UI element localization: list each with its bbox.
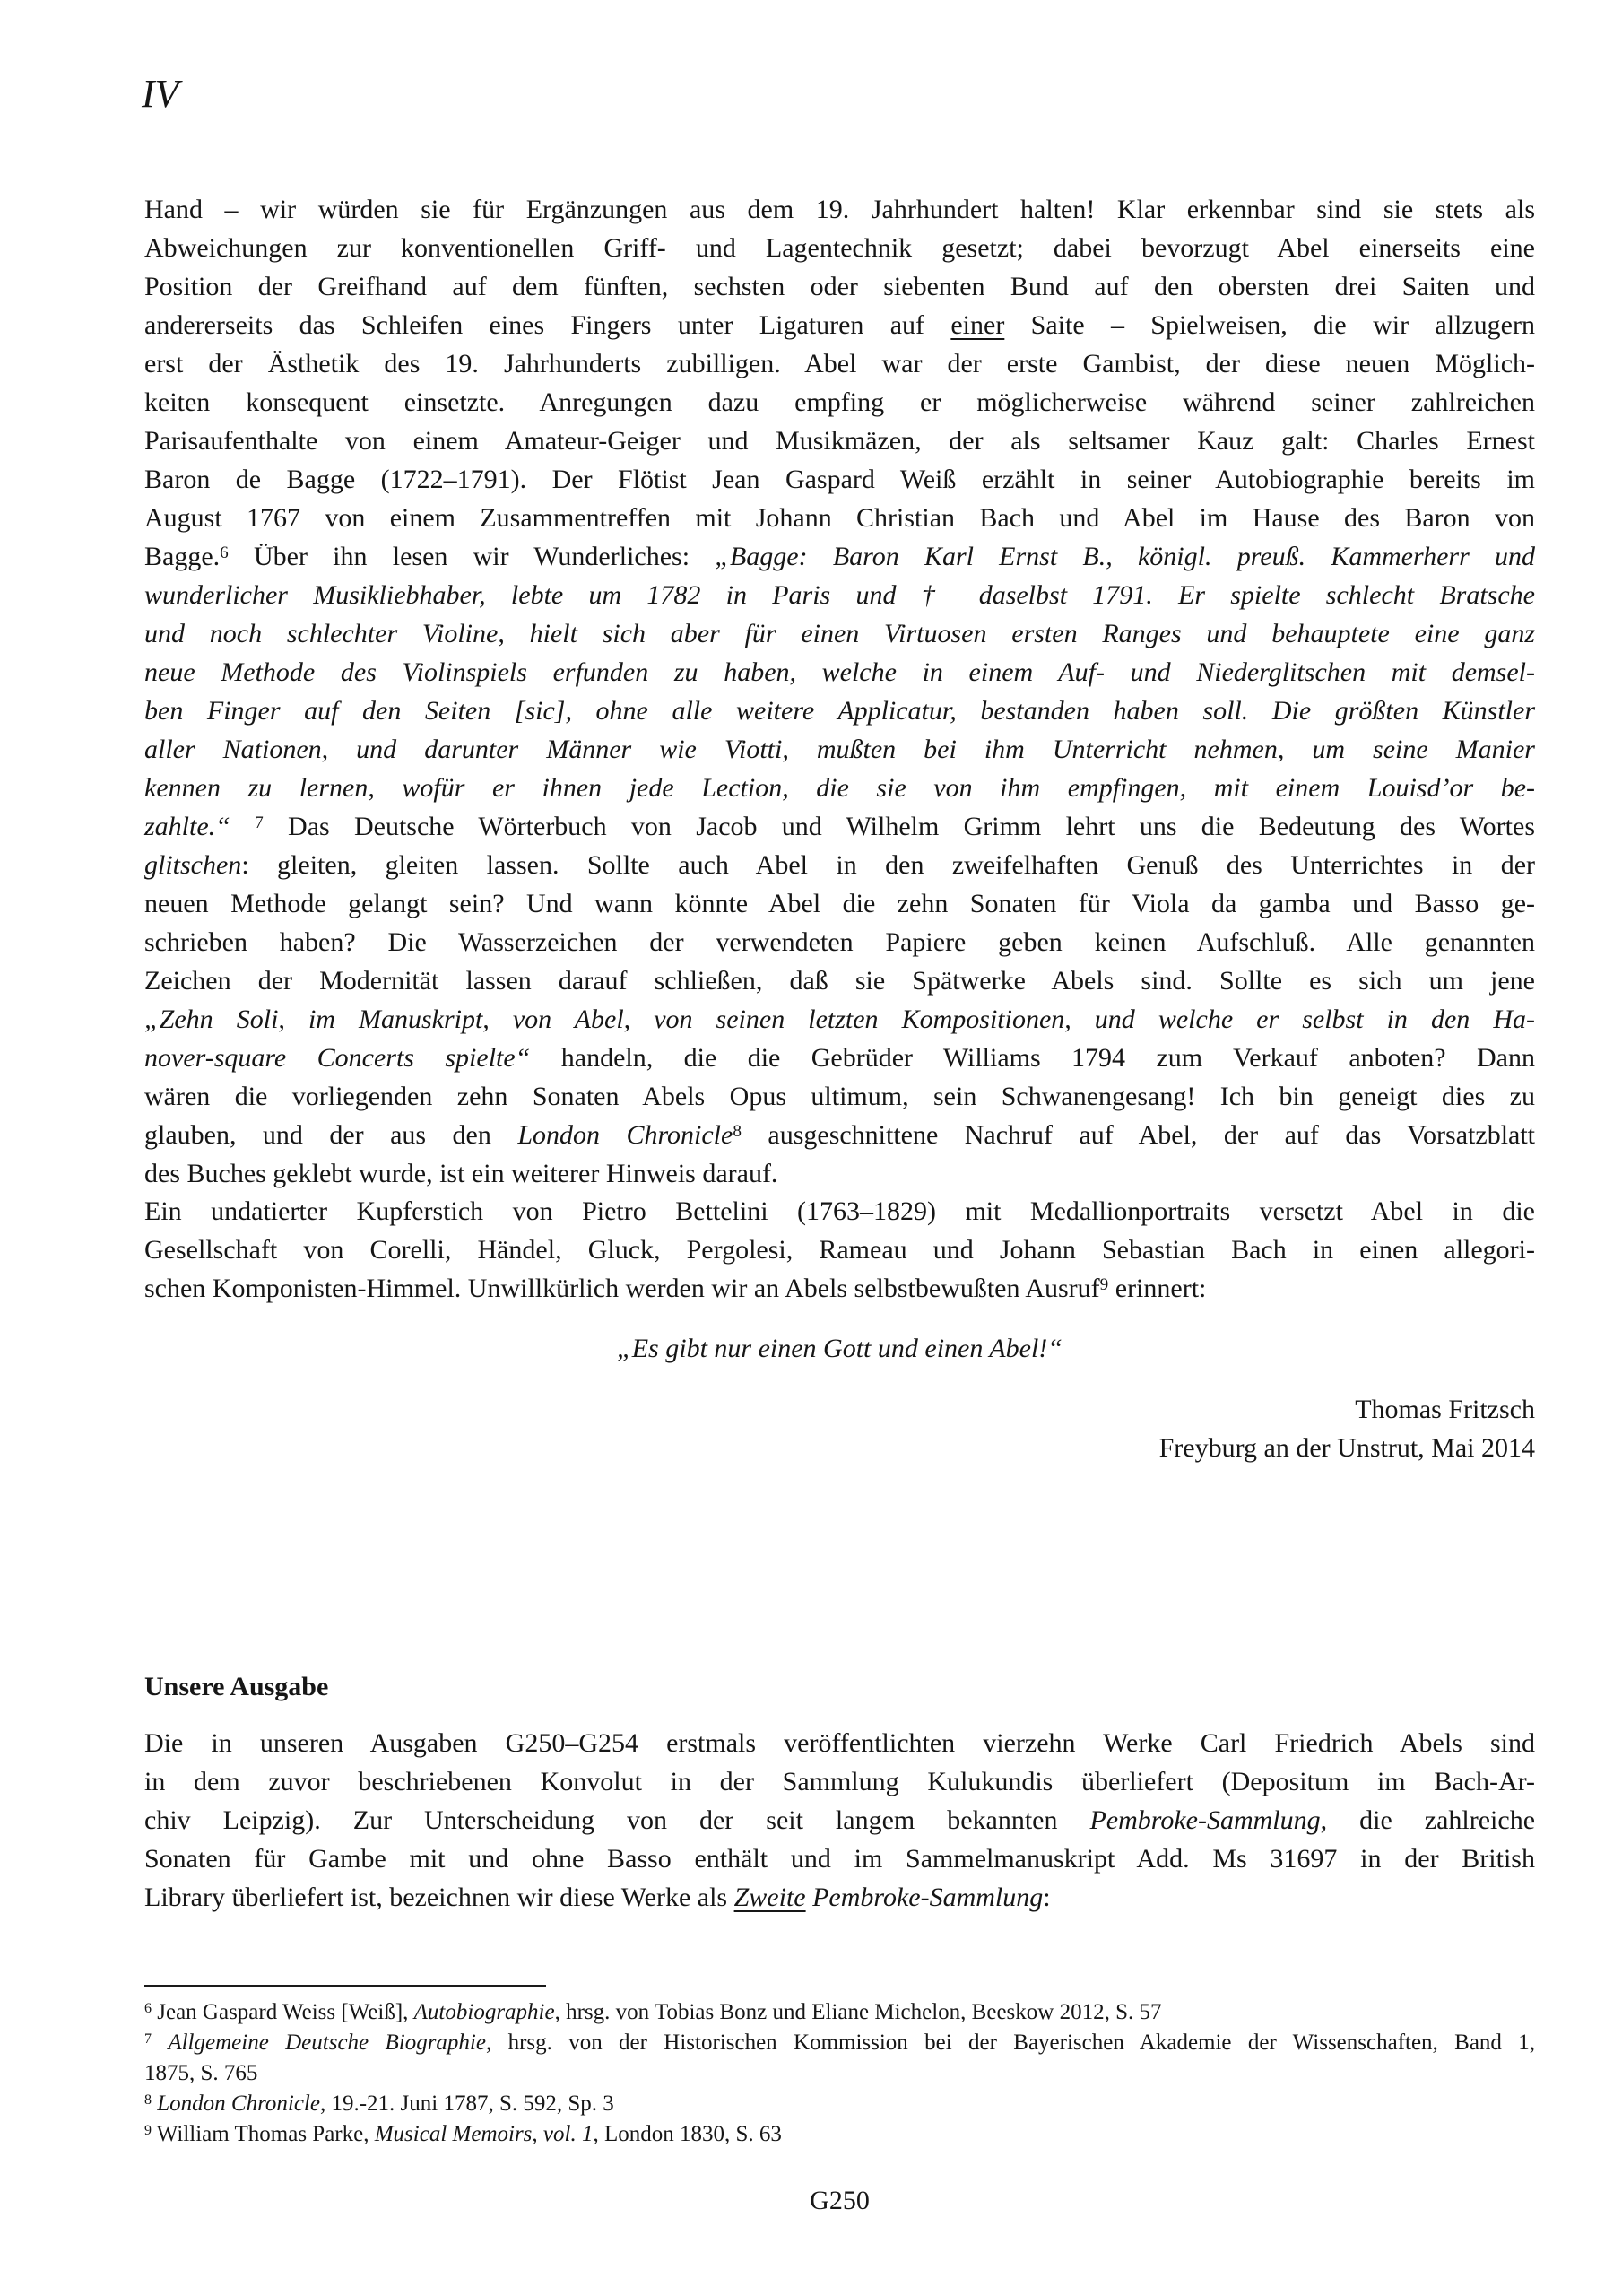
text-line (144, 2058, 1535, 2089)
text-line (144, 2089, 1535, 2119)
text-run: erst der Ästhetik des 19. Jahrhunderts zubilligen. Abel war der erste Gambist, der diese neuen Möglich- (144, 349, 1535, 378)
text-line (144, 614, 1535, 653)
text-line (144, 267, 1535, 306)
text-line (144, 1192, 1535, 1231)
text-run: 1875, S. 765 (144, 2061, 258, 2085)
text-line (144, 730, 1535, 769)
paragraph-engraving (144, 1192, 1535, 1308)
text-run: , London 1830, S. 63 (593, 2122, 782, 2146)
text-line (144, 1154, 1535, 1193)
text-run: London Chronicle (157, 2092, 320, 2116)
text-line (144, 1000, 1535, 1039)
text-run: Die in unseren Ausgaben G250–G254 erstmals veröffentlichten vierzehn Werke Carl Friedrich Abels sind (144, 1728, 1535, 1758)
text-line (144, 1839, 1535, 1878)
text-run: einer (950, 310, 1005, 340)
text-run: Allgemeine Deutsche Biographie (168, 2031, 486, 2055)
text-line (144, 769, 1535, 807)
footnote-reference: 9 (144, 2123, 152, 2139)
text-run: August 1767 von einem Zusammentreffen mit Johann Christian Bach und Abel im Hause des Baron von (144, 503, 1535, 533)
text-run: Bagge. (144, 542, 221, 571)
footnote-reference: 6 (220, 543, 229, 562)
section-heading: Unsere Ausgabe (144, 1672, 329, 1701)
text-run: aller Nationen, und darunter Männer wie Viotti, mußten bei ihm Unterricht nehmen, um seine Manier (144, 735, 1535, 764)
text-run (152, 2031, 168, 2055)
text-line (144, 1329, 1535, 1368)
text-run: schrieben haben? Die Wasserzeichen der verwendeten Papiere geben keinen Aufschluß. Alle genannten (144, 927, 1535, 957)
text-run: , 19.-21. Juni 1787, S. 592, Sp. 3 (319, 2092, 614, 2116)
text-run: „Bagge: Baron Karl Ernst B., königl. preuß. Kammerherr und (715, 542, 1536, 571)
text-run: zahlte.“ (144, 812, 230, 841)
text-run: in dem zuvor beschriebenen Konvolut in der Sammlung Kulukundis überliefert (Depositum im Bach-Ar- (144, 1767, 1535, 1796)
text-run: und noch schlechter Violine, hielt sich aber für einen Virtuosen ersten Ranges und behauptete eine ganz (144, 619, 1535, 648)
text-run: nover-square Concerts spielte“ (144, 1043, 531, 1073)
text-run: Ein undatierter Kupferstich von Pietro Bettelini (1763–1829) mit Medallionportraits versetzt Abel in die (144, 1196, 1535, 1226)
text-run: Pembroke-Sammlung (1089, 1805, 1321, 1835)
footnote-reference: 9 (1099, 1274, 1109, 1294)
text-line (144, 422, 1535, 460)
text-line (144, 537, 1535, 576)
text-run: Jean Gaspard Weiss [Weiß], (152, 2000, 414, 2024)
text-run: andererseits das Schleifen eines Fingers unter Ligaturen auf (144, 310, 951, 340)
text-run: London Chronicle (517, 1120, 733, 1150)
text-run: Abweichungen zur konventionellen Griff- und Lagentechnik gesetzt; dabei bevorzugt Abel einerseits eine (144, 233, 1535, 263)
text-line (144, 1077, 1535, 1116)
text-run: , hrsg. von der Historischen Kommission bei der Bayerischen Akademie der Wissenschaften, Band 1, (485, 2031, 1536, 2055)
block-quote (144, 1329, 1535, 1368)
text-run: „Es gibt nur einen Gott und einen Abel!“ (617, 1334, 1063, 1363)
text-line (144, 1039, 1535, 1077)
text-line (144, 1269, 1535, 1308)
text-run: schen Komponisten-Himmel. Unwillkürlich werden wir an Abels selbstbewußten Ausruf (144, 1274, 1100, 1303)
text-line (144, 1116, 1535, 1154)
text-run (230, 812, 255, 841)
text-run: , die zahlreiche (1320, 1805, 1536, 1835)
text-run: Pembroke-Sammlung (812, 1883, 1044, 1912)
text-line (144, 961, 1535, 1000)
text-line (144, 653, 1535, 691)
text-run: chiv Leipzig). Zur Unterscheidung von der seit langem bekannten (144, 1805, 1090, 1835)
text-run (806, 1883, 813, 1912)
text-run: ausgeschnittene Nachruf auf Abel, der auf das Vorsatzblatt (741, 1120, 1536, 1150)
text-line (144, 807, 1535, 846)
signature-place-date: Freyburg an der Unstrut, Mai 2014 (1158, 1433, 1535, 1463)
text-line (144, 499, 1535, 537)
text-line (144, 1762, 1535, 1801)
text-run: Autobiographie (413, 2000, 555, 2024)
text-run: Zeichen der Modernität lassen darauf schließen, daß sie Spätwerke Abels sind. Sollte es sich um jene (144, 966, 1535, 996)
text-run: Sonaten für Gambe mit und ohne Basso enthält und im Sammelmanuskript Add. Ms 31697 in der British (144, 1844, 1535, 1874)
paragraph-our-edition (144, 1724, 1535, 1917)
text-line (144, 344, 1535, 383)
text-run: kennen zu lernen, wofür er ihnen jede Lection, die sie von ihm empfingen, mit einem Louisd’or be- (144, 773, 1535, 803)
paragraph-introduction (144, 190, 1535, 1193)
text-line (144, 229, 1535, 267)
text-run: wären die vorliegenden zehn Sonaten Abels Opus ultimum, sein Schwanengesang! Ich bin geneigt dies zu (144, 1082, 1535, 1111)
text-run: Position der Greifhand auf dem fünften, sechsten oder siebenten Bund auf den obersten drei Saiten und (144, 272, 1535, 301)
text-run: erinnert: (1108, 1274, 1207, 1303)
text-line (144, 691, 1535, 730)
text-line (144, 1724, 1535, 1762)
footnote (144, 2028, 1535, 2089)
text-run: keiten konsequent einsetzte. Anregungen dazu empfing er möglicherweise während seiner zahlreichen (144, 387, 1535, 417)
signature-name: Thomas Fritzsch (1355, 1395, 1535, 1424)
signature-block (144, 1390, 1535, 1467)
footnote (144, 2089, 1535, 2119)
text-line (144, 576, 1535, 614)
text-line (144, 383, 1535, 422)
text-line (144, 190, 1535, 229)
text-line (144, 923, 1535, 961)
text-line (144, 2028, 1535, 2058)
text-run: , hrsg. von Tobias Bonz und Eliane Michelon, Beeskow 2012, S. 57 (554, 2000, 1162, 2024)
footnote-reference: 8 (733, 1121, 742, 1141)
text-run: William Thomas Parke, (152, 2122, 375, 2146)
text-run: Das Deutsche Wörterbuch von Jacob und Wilhelm Grimm lehrt uns die Bedeutung des Wortes (263, 812, 1535, 841)
footnote-separator-rule (144, 1985, 546, 1987)
footnote (144, 1997, 1535, 2028)
text-line (144, 306, 1535, 344)
text-run: neuen Methode gelangt sein? Und wann könnte Abel die zehn Sonaten für Viola da gamba und Basso ge- (144, 889, 1535, 918)
text-line (144, 1997, 1535, 2028)
text-run: Zweite (733, 1883, 806, 1912)
text-run: Parisaufenthalte von einem Amateur-Geiger und Musikmäzen, der als seltsamer Kauz galt: Charles Ernest (144, 426, 1535, 456)
text-line (144, 2119, 1535, 2150)
footnote-reference: 7 (144, 2031, 152, 2048)
footnote-reference: 8 (144, 2092, 152, 2109)
text-run: glitschen (144, 850, 242, 880)
text-run: wunderlicher Musikliebhaber, lebte um 1782 in Paris und † daselbst 1791. Er spielte schlecht Bratsche (144, 580, 1535, 610)
text-run: : gleiten, gleiten lassen. Sollte auch Abel in den zweifelhaften Genuß des Unterrichtes in der (241, 850, 1535, 880)
text-run: glauben, und der aus den (144, 1120, 518, 1150)
text-run: neue Methode des Violinspiels erfunden zu haben, welche in einem Auf- und Niederglitschen mit demsel- (144, 657, 1535, 687)
text-line (144, 1231, 1535, 1269)
footnote-reference: 7 (255, 813, 264, 832)
plate-number: G250 (810, 2186, 870, 2215)
text-run: Musical Memoirs, vol. 1 (374, 2122, 594, 2146)
text-line (144, 846, 1535, 884)
footnote (144, 2119, 1535, 2150)
text-run: ben Finger auf den Seiten [sic], ohne alle weitere Applicatur, bestanden haben soll. Die größten Künstler (144, 696, 1535, 726)
footnote-reference: 6 (144, 2001, 152, 2017)
text-run: Hand – wir würden sie für Ergänzungen aus dem 19. Jahrhundert halten! Klar erkennbar sind sie stets als (144, 195, 1535, 224)
text-line (144, 460, 1535, 499)
page-number: IV (142, 72, 179, 116)
footnotes-block (144, 1997, 1535, 2150)
text-line (144, 1801, 1535, 1839)
text-run: handeln, die die Gebrüder Williams 1794 zum Verkauf anboten? Dann (530, 1043, 1535, 1073)
text-run: Library überliefert ist, bezeichnen wir diese Werke als (144, 1883, 734, 1912)
text-run: des Buches geklebt wurde, ist ein weiterer Hinweis darauf. (144, 1159, 778, 1188)
text-run: Baron de Bagge (1722–1791). Der Flötist Jean Gaspard Weiß erzählt in seiner Autobiographie bereits im (144, 465, 1535, 494)
text-run: Saite – Spielweisen, die wir allzugern (1004, 310, 1535, 340)
text-run: Gesellschaft von Corelli, Händel, Gluck, Pergolesi, Rameau und Johann Sebastian Bach in einen allegori- (144, 1235, 1535, 1265)
text-run: „Zehn Soli, im Manuskript, von Abel, von seinen letzten Kompositionen, und welche er selbst in den Ha- (144, 1004, 1535, 1034)
text-run: Über ihn lesen wir Wunderliches: (228, 542, 716, 571)
text-run: : (1043, 1883, 1051, 1912)
text-line (144, 884, 1535, 923)
text-line (144, 1878, 1535, 1917)
